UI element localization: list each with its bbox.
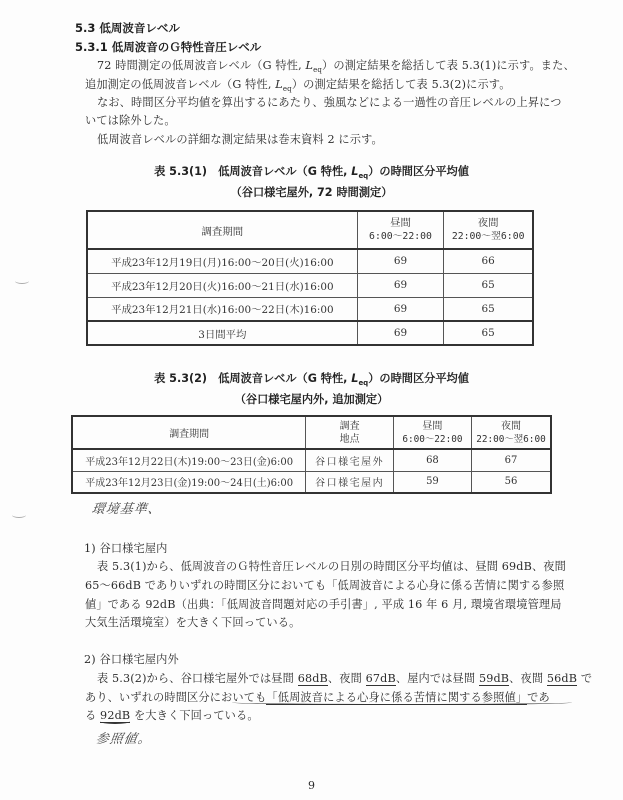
cell-night: 56: [471, 471, 551, 493]
table-row-average: [87, 321, 533, 345]
text: 昼間: [390, 217, 411, 229]
text: ）の測定結果を総括して表 5.3(2)に示す。: [291, 78, 511, 91]
table-row: [87, 273, 533, 297]
handdrawn-underline: [100, 719, 130, 724]
table1-caption: [0, 163, 623, 180]
page-number: 9: [308, 779, 315, 792]
header-night: [471, 416, 551, 449]
part1-line-2: 65～66dB でありいずれの時間区分においても「低周波音による心身に係る苦情に関する参照: [85, 579, 565, 592]
text: 、夜間: [509, 672, 547, 685]
text: 昼間: [422, 420, 443, 432]
cell-period: 平成23年12月23日(金)19:00～24日(土)6:00: [72, 471, 306, 493]
underlined-value: 68dB: [297, 672, 328, 685]
text: あり、いずれの時間区分においても: [85, 691, 267, 704]
text: 調査: [339, 420, 360, 432]
cell-period: 平成23年12月21日(水)16:00～22日(木)16:00: [87, 297, 357, 321]
table-row: [72, 471, 551, 493]
underlined-quote: 「低周波音による心身に係る苦情に関する参照値」: [266, 691, 528, 704]
header-period: 調査期間: [72, 416, 306, 449]
text: 夜間: [477, 217, 499, 229]
handwritten-note: 環境基準、: [90, 502, 163, 517]
part1-line-4: 大気生活環境室）を大きく下回っている。: [85, 616, 301, 629]
cell-day: 69: [357, 273, 444, 297]
text: eq: [313, 66, 323, 74]
cell-day: 69: [357, 321, 444, 345]
part1-line-3: 値」である 92dB（出典：「低周波音問題対応の手引書」, 平成 16 年 6 月, 環境省環境管理局: [85, 598, 562, 611]
text: 、夜間: [327, 672, 366, 685]
text: 22:00～翌6:00: [476, 433, 546, 445]
handwritten-note: 参照値。: [94, 732, 153, 747]
intro-line-2: [85, 76, 511, 93]
cell-night: 66: [444, 249, 533, 273]
text: ）の測定結果を総括して表 5.3(1)に示す。また、: [322, 59, 575, 72]
table1: [86, 210, 534, 346]
intro-line-3: なお、時間区分平均値を算出するにあたり、強風などによる一過性の音圧レベルの上昇につ: [97, 96, 562, 109]
part2-heading: 2) 谷口様宅屋内外: [84, 653, 179, 666]
header-period: 調査期間: [87, 211, 357, 249]
text: eq: [282, 85, 292, 93]
part1-heading: 1) 谷口様宅屋内: [84, 542, 168, 555]
cell-night: 65: [444, 321, 533, 345]
cell-day: 59: [393, 471, 471, 493]
cell-period: 平成23年12月19日(月)16:00～20日(火)16:00: [87, 249, 357, 273]
text: 地点: [339, 433, 360, 445]
table-row: [87, 297, 533, 321]
subsection-heading: 5.3.1 低周波音のＧ特性音圧レベル: [75, 40, 262, 54]
scan-mark: [15, 278, 29, 284]
cell-site: 谷口様宅屋外: [306, 449, 394, 471]
text: L: [305, 59, 314, 72]
text: 表 5.3(2) 低周波音レベル（G 特性,: [154, 372, 352, 385]
text: 6:00～22:00: [402, 433, 463, 445]
underlined-value: 59dB: [478, 672, 510, 685]
cell-site: 谷口様宅屋内: [306, 471, 394, 493]
text: 、屋内では昼間: [395, 672, 479, 685]
text: る: [85, 709, 101, 722]
text: L: [275, 78, 283, 91]
header-day: [357, 211, 444, 249]
text: で: [577, 672, 593, 685]
table-row: [87, 249, 533, 273]
underlined-value: 92dB: [100, 709, 131, 722]
cell-day: 69: [357, 297, 444, 321]
section-heading: 5.3 低周波音レベル: [75, 21, 180, 35]
table-header-row: [87, 211, 533, 249]
table-header-row: [72, 416, 551, 449]
cell-night: 65: [444, 273, 533, 297]
text: 表 5.3(2)から、谷口様宅屋外では昼間: [97, 672, 298, 685]
underlined-value: 56dB: [546, 672, 578, 685]
part1-line-1: 表 5.3(1)から、低周波音のＧ特性音圧レベルの日別の時間区分平均値は、昼間 69dB、夜間: [97, 560, 566, 573]
text: 表 5.3(1) 低周波音レベル（G 特性,: [154, 165, 352, 178]
intro-line-5: 低周波音レベルの詳細な測定結果は巻末資料 2 に示す。: [97, 133, 383, 146]
text: L: [351, 372, 359, 385]
header-night: [444, 211, 533, 249]
text: eq: [358, 379, 369, 387]
table1-caption-sub: （谷口様宅屋外, 72 時間測定）: [230, 186, 393, 199]
header-site: [306, 416, 394, 449]
table2-caption-sub: （谷口様宅屋内外, 追加測定）: [234, 393, 389, 406]
text: を大きく下回っている。: [130, 709, 259, 722]
text: eq: [358, 172, 369, 180]
text: 72 時間測定の低周波音レベル（G 特性,: [97, 59, 306, 72]
intro-line-1: [97, 57, 575, 74]
handdrawn-underline: [232, 700, 572, 705]
header-day: [393, 416, 471, 449]
text: 夜間: [500, 420, 521, 432]
text: であ: [527, 691, 550, 704]
text: ）の時間区分平均値: [368, 165, 469, 178]
table-row: [72, 449, 551, 471]
cell-day: 68: [393, 449, 471, 471]
text: 6:00～22:00: [369, 231, 432, 242]
part2-line-1: [97, 670, 592, 686]
text: ）の時間区分平均値: [368, 372, 469, 385]
cell-period: 平成23年12月20日(火)16:00～21日(水)16:00: [87, 273, 357, 297]
table2: [71, 415, 552, 494]
cell-period: 3日間平均: [87, 321, 357, 345]
cell-day: 69: [357, 249, 444, 273]
cell-night: 67: [471, 449, 551, 471]
underlined-value: 67dB: [365, 672, 396, 685]
text: L: [351, 165, 359, 178]
text: 22:00～翌6:00: [451, 231, 525, 242]
cell-night: 65: [444, 297, 533, 321]
scan-mark: [12, 512, 26, 518]
text: 追加測定の低周波音レベル（G 特性,: [85, 78, 276, 91]
table2-caption: [0, 370, 623, 387]
cell-period: 平成23年12月22日(木)19:00～23日(金)6:00: [72, 449, 306, 471]
intro-line-4: いては除外した。: [85, 114, 176, 127]
